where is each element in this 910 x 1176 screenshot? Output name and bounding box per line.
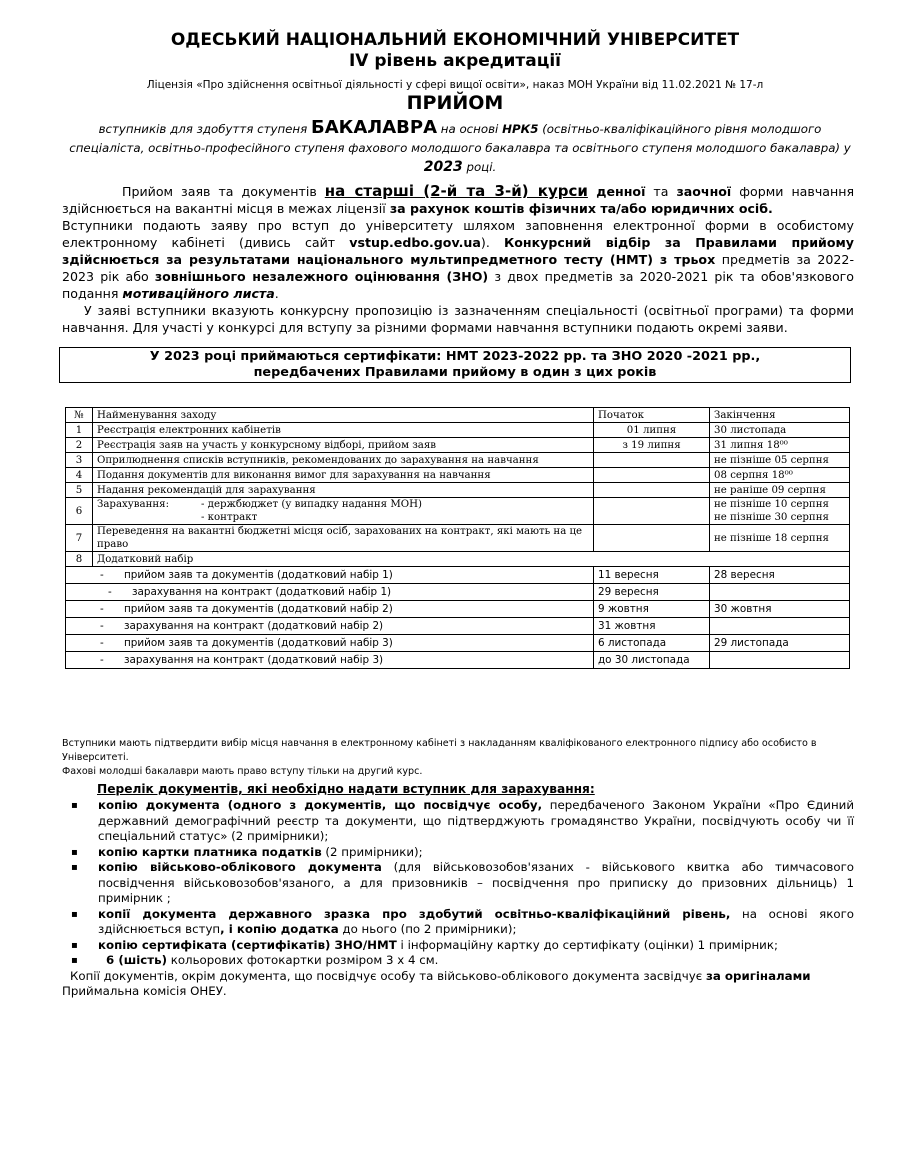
zno-label: зовнішнього незалежного оцінювання (ЗНО)	[154, 269, 489, 284]
extra-event-name: зарахування на контракт (додатковий набір 2)	[124, 619, 384, 632]
year-label: 2023	[423, 159, 463, 175]
list-item	[98, 860, 854, 907]
note-second-course: Фахові молодші бакалаври мають право вступу тільки на другий курс.	[62, 766, 423, 777]
documents-list-title: Перелік документів, які необхідно надати вступник для зарахування:	[97, 782, 595, 796]
start-date: 11 вересня	[594, 567, 710, 584]
subtitle-text: році.	[462, 160, 497, 174]
start-date	[594, 498, 710, 525]
text: предметів за 2022-2023 рік або	[62, 252, 854, 284]
start-date: 29 вересня	[594, 584, 710, 601]
end-date: не пізніше 05 серпня	[710, 453, 850, 468]
list-item	[98, 953, 854, 969]
text: з двох предметів за 2020-2021 рік та обов'язкового подання	[62, 269, 854, 301]
start-date: до 30 листопада	[594, 652, 710, 669]
end-date: 28 вересня	[710, 567, 850, 584]
row-number: 6	[66, 498, 93, 525]
extra-event-name: зарахування на контракт (додатковий набір 1)	[132, 585, 392, 598]
courses-emphasis: на старші	[324, 182, 424, 200]
note-confirmation: Вступники мають підтвердити вибір місця навчання в електронному кабінеті з накладанням кваліфікованого електронного підпису або особисто в Університеті.	[62, 738, 817, 763]
documents-list	[62, 798, 854, 1000]
end-date: не пізніше 18 серпня	[710, 525, 850, 552]
extra-event-name: прийом заяв та документів (додатковий набір 3)	[124, 636, 393, 649]
item-bold: копії документа державного зразка про здобутий освітньо-кваліфікаційний рівень,	[98, 906, 731, 921]
table-row	[66, 468, 850, 483]
subtitle	[60, 118, 860, 177]
dash: -	[100, 568, 104, 581]
end-date	[710, 498, 850, 525]
end-date	[710, 652, 850, 669]
start-date: 6 листопада	[594, 635, 710, 652]
documents-footer	[62, 969, 854, 1000]
row-number: 3	[66, 453, 93, 468]
row-number: 7	[66, 525, 93, 552]
event-name	[66, 618, 594, 635]
text: форми навчання здійснюється на вакантні місця в межах ліцензії	[62, 184, 855, 216]
intro-paragraph-2	[62, 217, 854, 302]
extramural-label: заочної	[676, 184, 732, 199]
motivation-letter-label: мотиваційного листа	[122, 286, 275, 301]
subtitle-text: на основі	[437, 122, 503, 136]
item-bold: копію картки платника податків	[98, 844, 322, 859]
text: та	[645, 184, 677, 199]
item-bold: копію документа (одного з документів, що посвідчує особу,	[98, 798, 543, 812]
list-item	[98, 907, 854, 938]
table-row	[66, 498, 850, 525]
end-date: 08 серпня 18⁰⁰	[710, 468, 850, 483]
start-date: 01 липня	[594, 423, 710, 438]
footer-text: Копії документів, окрім документа, що посвідчує особу та військово-облікового документа засвідчує	[70, 968, 706, 983]
row-number: 4	[66, 468, 93, 483]
event-name	[66, 567, 594, 584]
list-item	[98, 938, 854, 954]
license-line: Ліцензія «Про здійснення освітньої діяльності у сфері вищої освіти», наказ МОН України від 11.02.2021 № 17-л	[146, 79, 764, 91]
subtitle-text: вступників для здобуття ступеня	[98, 122, 311, 136]
end-date-contract: не пізніше 30 серпня	[714, 512, 829, 523]
table-row	[66, 438, 850, 453]
column-header: Закінчення	[710, 408, 850, 423]
dash: -	[108, 585, 112, 598]
row-number: 1	[66, 423, 93, 438]
end-date: 29 листопада	[710, 635, 850, 652]
table-row	[66, 552, 850, 567]
event-name: Надання рекомендацій для зарахування	[93, 483, 594, 498]
text: Вступники подають заяву про вступ до університету шляхом заповнення електронної форми в особистому електронному кабінеті (дивись сайт	[62, 218, 854, 250]
table-row	[66, 635, 850, 652]
courses-emphasis: (2-й та 3-й) курси	[423, 182, 588, 200]
table-row	[66, 652, 850, 669]
text: .	[274, 286, 279, 301]
item-bold: 6 (шість)	[106, 953, 167, 967]
table-header-row	[66, 408, 850, 423]
end-date	[710, 584, 850, 601]
footer-bold: за оригіналами	[705, 968, 811, 983]
enrollment-budget: - держбюджет (у випадку надання МОН)	[201, 499, 422, 510]
start-date	[594, 483, 710, 498]
dash: -	[100, 636, 104, 649]
accreditation-level: IV рівень акредитації	[348, 51, 562, 71]
selection-rule: Конкурсний відбір за Правилами прийому здійснюється за результатами національного мультипредметного тесту (НМТ) з трьох	[62, 235, 854, 267]
list-item	[98, 845, 854, 861]
end-date: 30 листопада	[710, 423, 850, 438]
enrollment-label: Зарахування:	[97, 499, 170, 510]
start-date	[594, 525, 710, 552]
column-header: Найменування заходу	[93, 408, 594, 423]
start-date: 9 жовтня	[594, 601, 710, 618]
event-name: Додатковий набір	[93, 552, 850, 567]
end-date: 30 жовтня	[710, 601, 850, 618]
start-date	[594, 468, 710, 483]
row-number: 5	[66, 483, 93, 498]
item-text: до нього (по 2 примірники);	[338, 922, 517, 936]
end-date	[710, 618, 850, 635]
notes	[62, 737, 862, 779]
enrollment-contract: - контракт	[201, 512, 258, 523]
intro-paragraph-1	[62, 183, 854, 217]
column-header: Початок	[594, 408, 710, 423]
extra-event-name: прийом заяв та документів (додатковий набір 2)	[124, 602, 393, 615]
certificates-box	[59, 347, 851, 383]
item-bold: копію військово-облікового документа	[98, 860, 382, 874]
event-name	[93, 498, 594, 525]
extra-event-name: зарахування на контракт (додатковий набір 3)	[124, 653, 384, 666]
row-number: 2	[66, 438, 93, 453]
subtitle-text: (освітньо-кваліфікаційного рівня молодшого спеціаліста, освітньо-професійного ступеня фахового молодшого бакалавра та освітнього ступеня молодшого бакалавра) у	[69, 122, 851, 155]
table-row	[66, 483, 850, 498]
event-name: Реєстрація заяв на участь у конкурсному відборі, прийом заяв	[93, 438, 594, 453]
intro-paragraph-3: У заяві вступники вказують конкурсну пропозицію із зазначенням спеціальності (освітньої програми) та форми навчання. Для участі у конкурсі для вступу за різними формами навчання вступники подають окремі заяви.	[62, 303, 854, 335]
event-name	[66, 635, 594, 652]
start-date	[594, 453, 710, 468]
event-name: Переведення на вакантні бюджетні місця осіб, зарахованих на контракт, які мають на це право	[93, 525, 594, 552]
start-date: 31 жовтня	[594, 618, 710, 635]
end-date: 31 липня 18⁰⁰	[710, 438, 850, 453]
schedule-table	[65, 407, 850, 669]
site-link: vstup.edbo.gov.ua	[349, 235, 481, 250]
list-item	[98, 798, 854, 845]
dash: -	[100, 653, 104, 666]
item-text: і інформаційну картку до сертифікату (оцінки) 1 примірник;	[396, 937, 778, 952]
event-name: Реєстрація електронних кабінетів	[93, 423, 594, 438]
start-date: з 19 липня	[594, 438, 710, 453]
text: Прийом заяв та документів	[122, 184, 325, 199]
table-row	[66, 525, 850, 552]
nrk-label: НРК5	[502, 122, 539, 136]
end-date-budget: не пізніше 10 серпня	[714, 499, 829, 510]
funding-label: за рахунок коштів фізичних та/або юридичних осіб.	[389, 201, 773, 216]
event-name	[66, 584, 594, 601]
table-row	[66, 423, 850, 438]
intro-text	[62, 183, 854, 336]
dash: -	[100, 619, 104, 632]
certificates-line: передбачених Правилами прийому в один з цих років	[253, 365, 657, 380]
event-name: Подання документів для виконання вимог для зарахування на навчання	[93, 468, 594, 483]
degree-label: БАКАЛАВРА	[310, 117, 438, 138]
item-text: кольорових фотокартки розміром 3 х 4 см.	[166, 953, 439, 967]
column-header: №	[66, 408, 93, 423]
table-row	[66, 584, 850, 601]
table-row	[66, 601, 850, 618]
item-text: (2 примірники);	[321, 844, 423, 859]
item-bold: , і копію додатка	[220, 922, 339, 936]
table-row	[66, 453, 850, 468]
end-date: не раніше 09 серпня	[710, 483, 850, 498]
table-row	[66, 567, 850, 584]
footer-text: Приймальна комісія ОНЕУ.	[62, 984, 227, 998]
daytime-label: денної	[587, 184, 646, 199]
text: ).	[480, 235, 504, 250]
table-row	[66, 618, 850, 635]
certificates-line: У 2023 році приймаються сертифікати: НМТ 2023-2022 рр. та ЗНО 2020 -2021 рр.,	[149, 349, 761, 364]
university-name: ОДЕСЬКИЙ НАЦІОНАЛЬНИЙ ЕКОНОМІЧНИЙ УНІВЕРСИТЕТ	[170, 30, 740, 50]
item-bold: копію сертифіката (сертифікатів) ЗНО/НМТ	[98, 937, 397, 952]
row-number: 8	[66, 552, 93, 567]
item-text: передбаченого Законом України «Про Єдиний державний демографічний реєстр та документи, що підтверджують громадянство України, посвідчують особу чи її спеціальний статус» (2 примірники);	[98, 798, 854, 843]
event-name: Оприлюднення списків вступників, рекомендованих до зарахування на навчання	[93, 453, 594, 468]
item-text: на основі якого здійснюється вступ	[98, 906, 854, 936]
page-title: ПРИЙОМ	[406, 92, 504, 114]
extra-event-name: прийом заяв та документів (додатковий набір 1)	[124, 568, 393, 581]
event-name	[66, 601, 594, 618]
dash: -	[100, 602, 104, 615]
event-name	[66, 652, 594, 669]
item-text: (для військовозобов'язаних - військового квитка або тимчасового посвідчення військовозобов'язаного, а для призовників – посвідчення про приписку до призовних дільниць) 1 примірник ;	[98, 860, 854, 905]
